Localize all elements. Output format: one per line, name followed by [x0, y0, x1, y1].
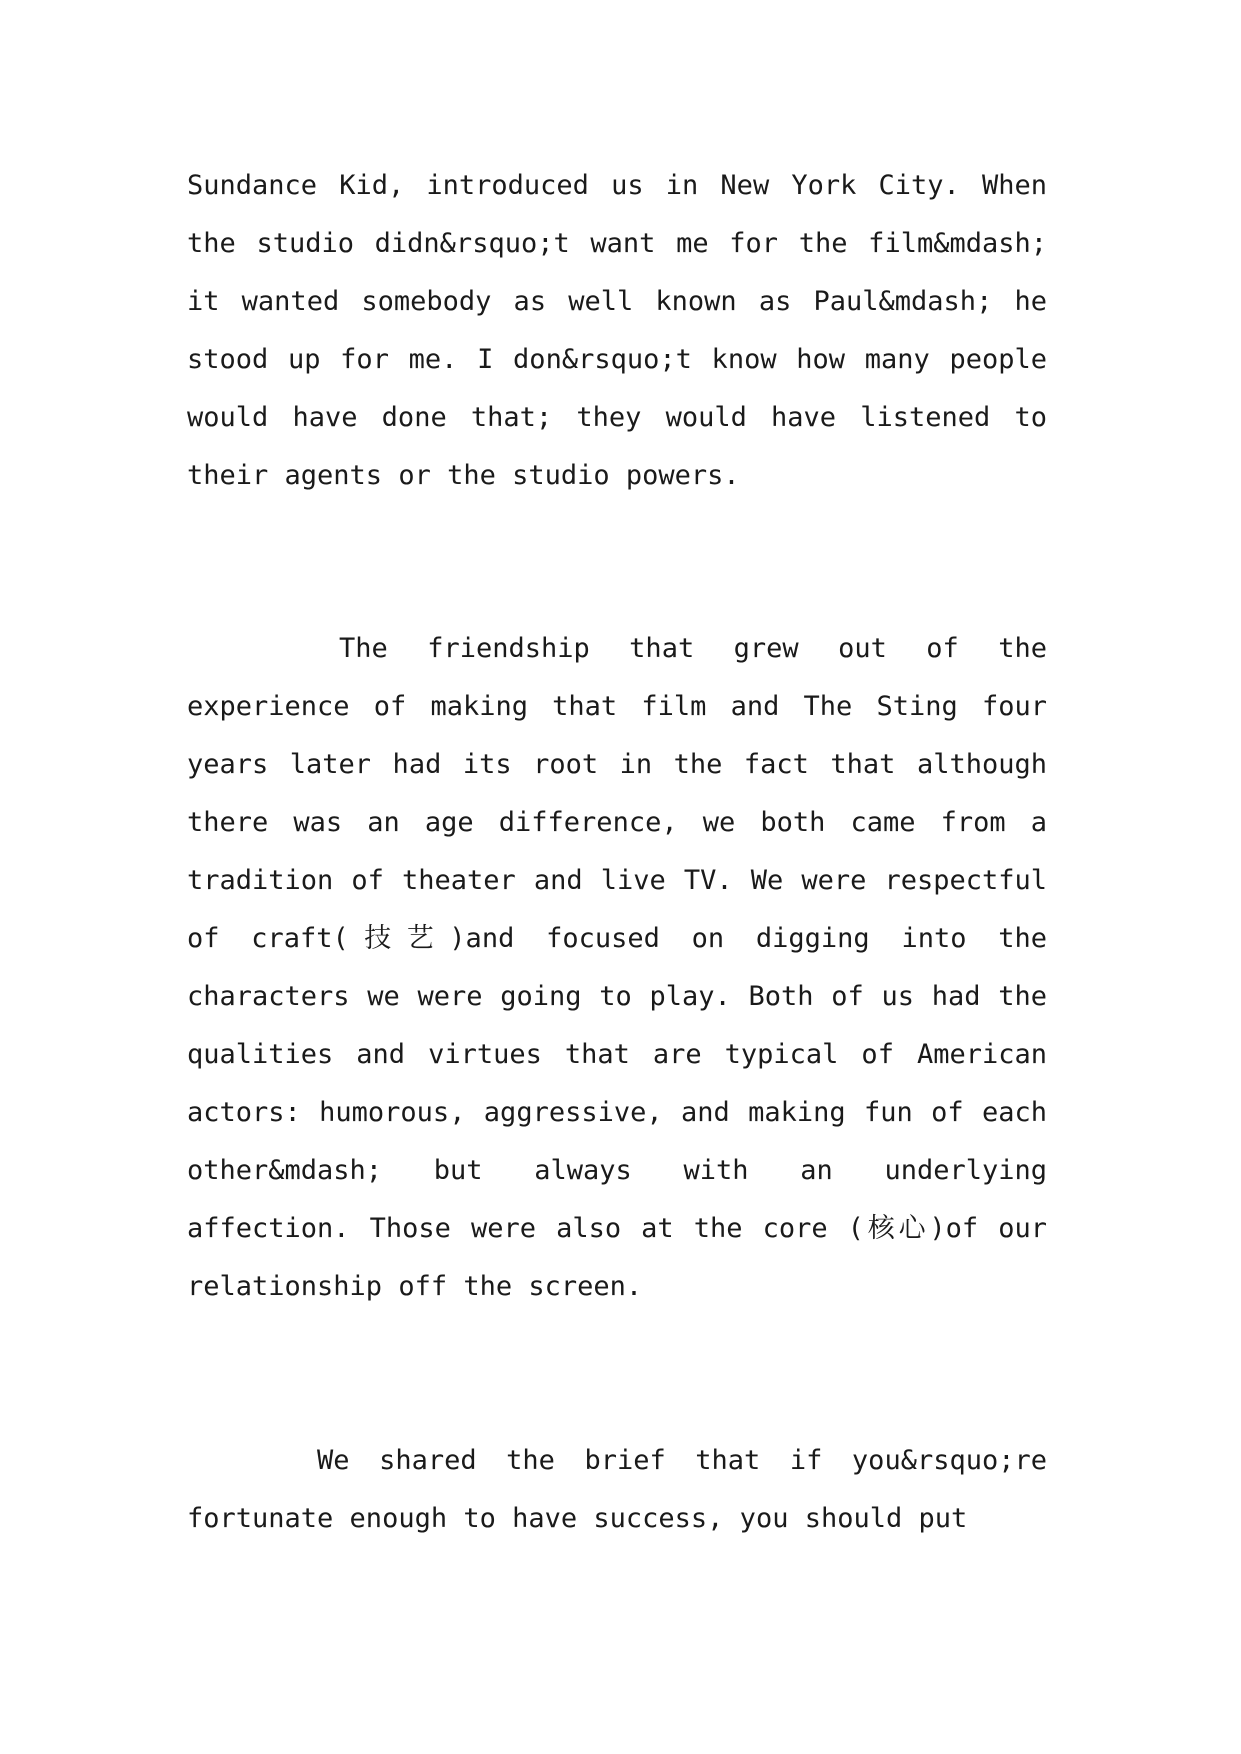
paragraph-3: We shared the brief that if you&rsquo;re fortunate enough to have success, you should put	[187, 1445, 1047, 1534]
paragraph-1: Sundance Kid, introduced us in New York City. When the studio didn&rsquo;t want me for the film&mdash; it wanted somebody as well known as Paul&mdash; he stood up for me. I don&rsquo;t know how many people would have done that; they would have listened to their agents or the studio powers.	[187, 170, 1047, 491]
paragraph-2: The friendship that grew out of the experience of making that film and The Sting four years later had its root in the fact that although there was an age difference, we both came from a tradition of theater and live TV. We were respectful of craft(技艺)and focused on digging into the characters we were going to play. Both of us had the qualities and virtues that are typical of American actors: humorous, aggressive, and making fun of each other&mdash; but always with an underlying affection. Those were also at the core (核心)of our relationship off the screen.	[187, 633, 1047, 1302]
